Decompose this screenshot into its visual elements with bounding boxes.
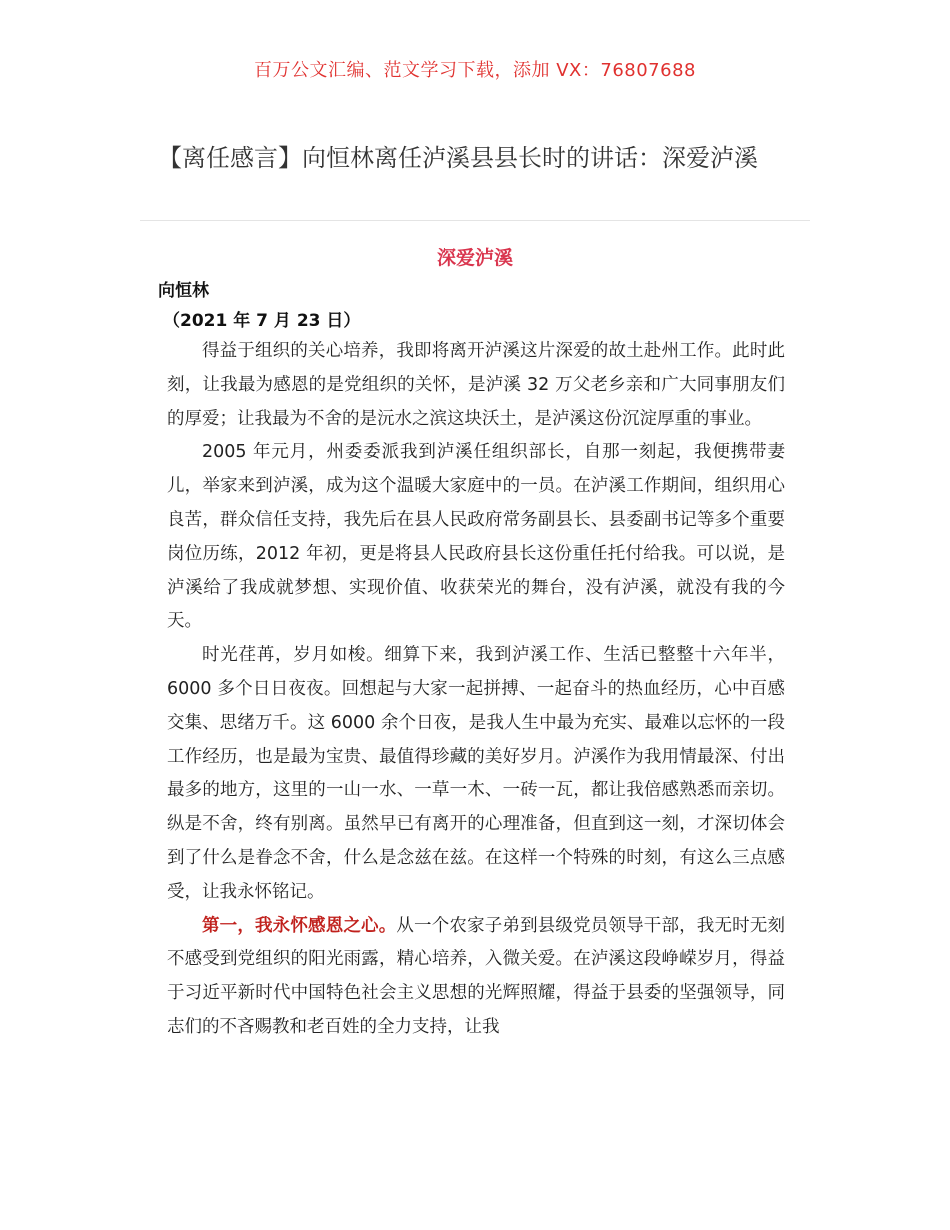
title-divider [140,220,810,221]
paragraph: 2005 年元月，州委委派我到泸溪任组织部长，自那一刻起，我便携带妻儿，举家来到泸溪，成为这个温暖大家庭中的一员。在泸溪工作期间，组织用心良苦，群众信任支持，我先后在县人民政府常务副县长、县委副书记等多个重要岗位历练，2012 年初，更是将县人民政府县长这份重任托付给我。可以说，是泸溪给了我成就梦想、实现价值、收获荣光的舞台，没有泸溪，就没有我的今天。 [167,442,785,632]
point-one-text: 从一个农家子弟到县级党员领导干部，我无时无刻不感受到党组织的阳光雨露，精心培养，入微关爱。在泸溪这段峥嵘岁月，得益于习近平新时代中国特色社会主义思想的光辉照耀，得益于县委的坚强领导，同志们的不吝赐教和老百姓的全力支持，让我 [167,915,785,1037]
speech-body [167,335,785,1045]
paragraph: 得益于组织的关心培养，我即将离开泸溪这片深爱的故土赴州工作。此时此刻，让我最为感恩的是党组织的关怀，是泸溪 32 万父老乡亲和广大同事朋友们的厚爱；让我最为不舍的是沅水之滨这块沃土，是泸溪这份沉淀厚重的事业。 [167,341,785,429]
paragraph-point-one [167,910,785,1045]
author-name: 向恒林 [158,281,209,301]
document-title: 【离任感言】向恒林离任泸溪县县长时的讲话：深爱泸溪 [158,144,758,172]
point-one-heading: 第一，我永怀感恩之心。 [202,915,397,936]
promo-banner: 百万公文汇编、范文学习下载，添加 VX：76807688 [254,60,696,81]
speech-date: （2021 年 7 月 23 日） [163,311,361,331]
paragraph: 时光荏苒，岁月如梭。细算下来，我到泸溪工作、生活已整整十六年半，6000 多个日日夜夜。回想起与大家一起拼搏、一起奋斗的热血经历，心中百感交集、思绪万千。这 6000 余个日夜，是我人生中最为充实、最难以忘怀的一段工作经历，也是最为宝贵、最值得珍藏的美好岁月。泸溪作为我用情最深、付出最多的地方，这里的一山一水、一草一木、一砖一瓦，都让我倍感熟悉而亲切。纵是不舍，终有别离。虽然早已有离开的心理准备，但直到这一刻，才深切体会到了什么是眷念不舍，什么是念兹在兹。在这样一个特殊的时刻，有这么三点感受，让我永怀铭记。 [167,645,785,902]
speech-subtitle: 深爱泸溪 [436,247,513,269]
